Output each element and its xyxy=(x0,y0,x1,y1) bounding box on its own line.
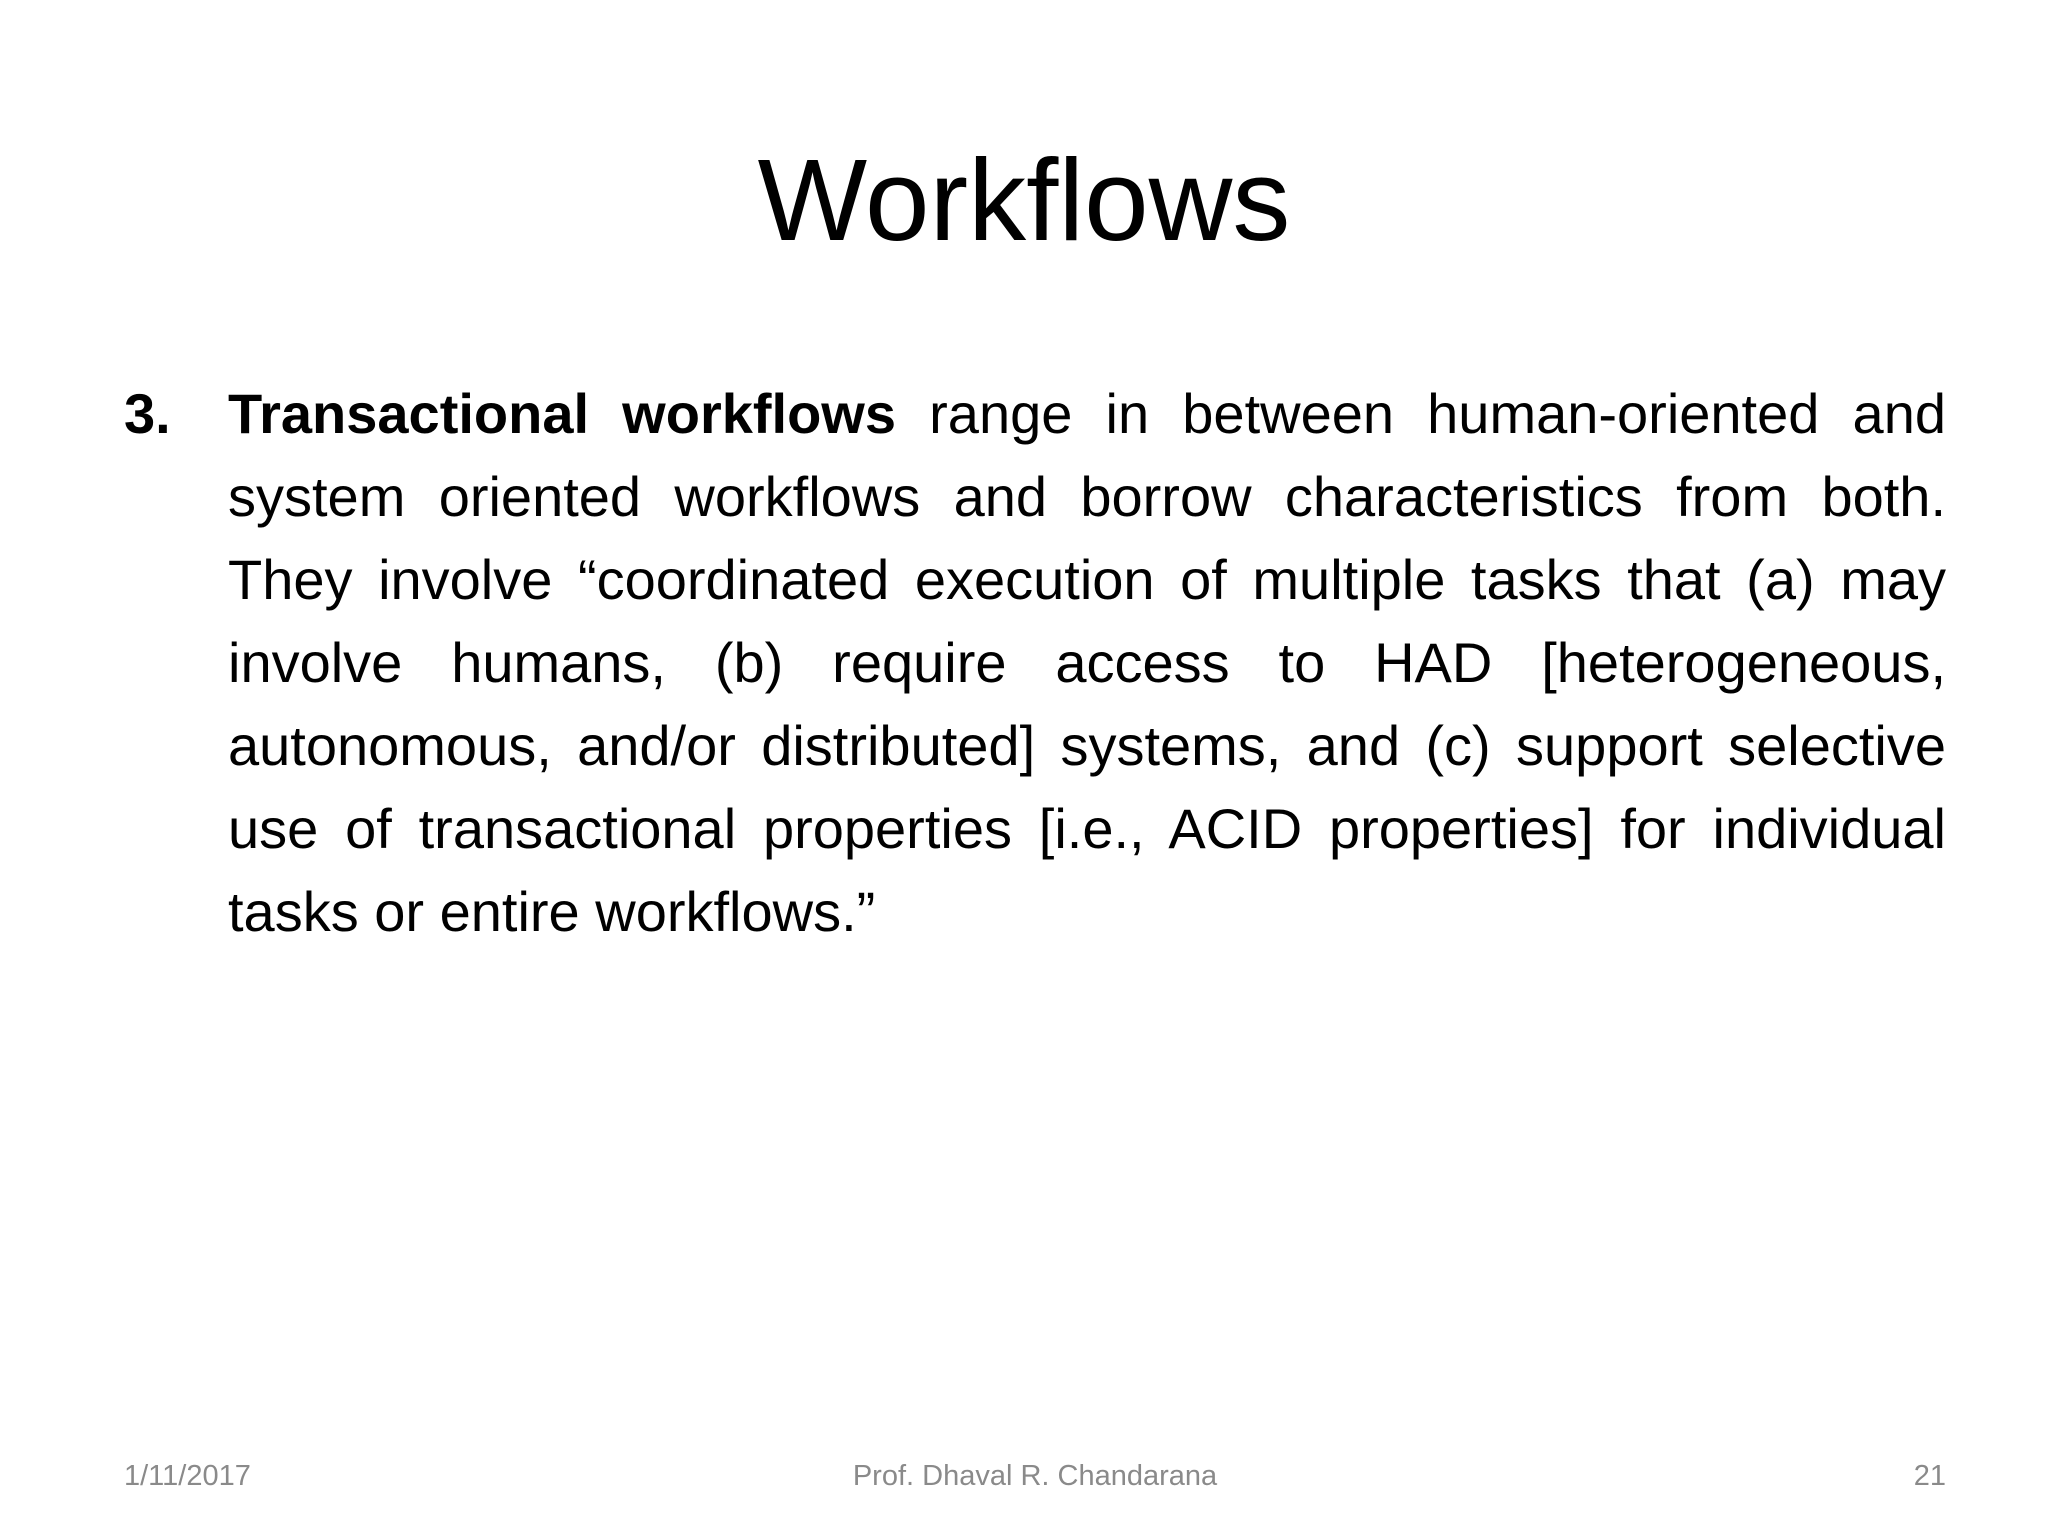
page-number: 21 xyxy=(1913,1460,1946,1492)
slide-body xyxy=(124,372,1946,953)
item-term: Transactional workflows xyxy=(228,382,896,445)
item-text xyxy=(228,372,1946,953)
footer-author: Prof. Dhaval R. Chandarana xyxy=(852,1460,1218,1492)
footer-date: 1/11/2017 xyxy=(124,1460,251,1492)
slide-title: Workflows xyxy=(757,135,1291,265)
item-description: range in between human-oriented and system oriented workflows and borrow characteristics from both. They involve “coordinated execution of multiple tasks that (a) may involve humans, (b) require access to HAD [heterogeneous, autonomous, and/or distributed] systems, and (c) support selective use of transactional properties [i.e., ACID properties] for individual tasks or entire workflows.” xyxy=(228,382,1946,943)
item-number: 3. xyxy=(124,382,171,445)
list-item xyxy=(124,372,1946,953)
slide-footer xyxy=(124,1456,1946,1496)
